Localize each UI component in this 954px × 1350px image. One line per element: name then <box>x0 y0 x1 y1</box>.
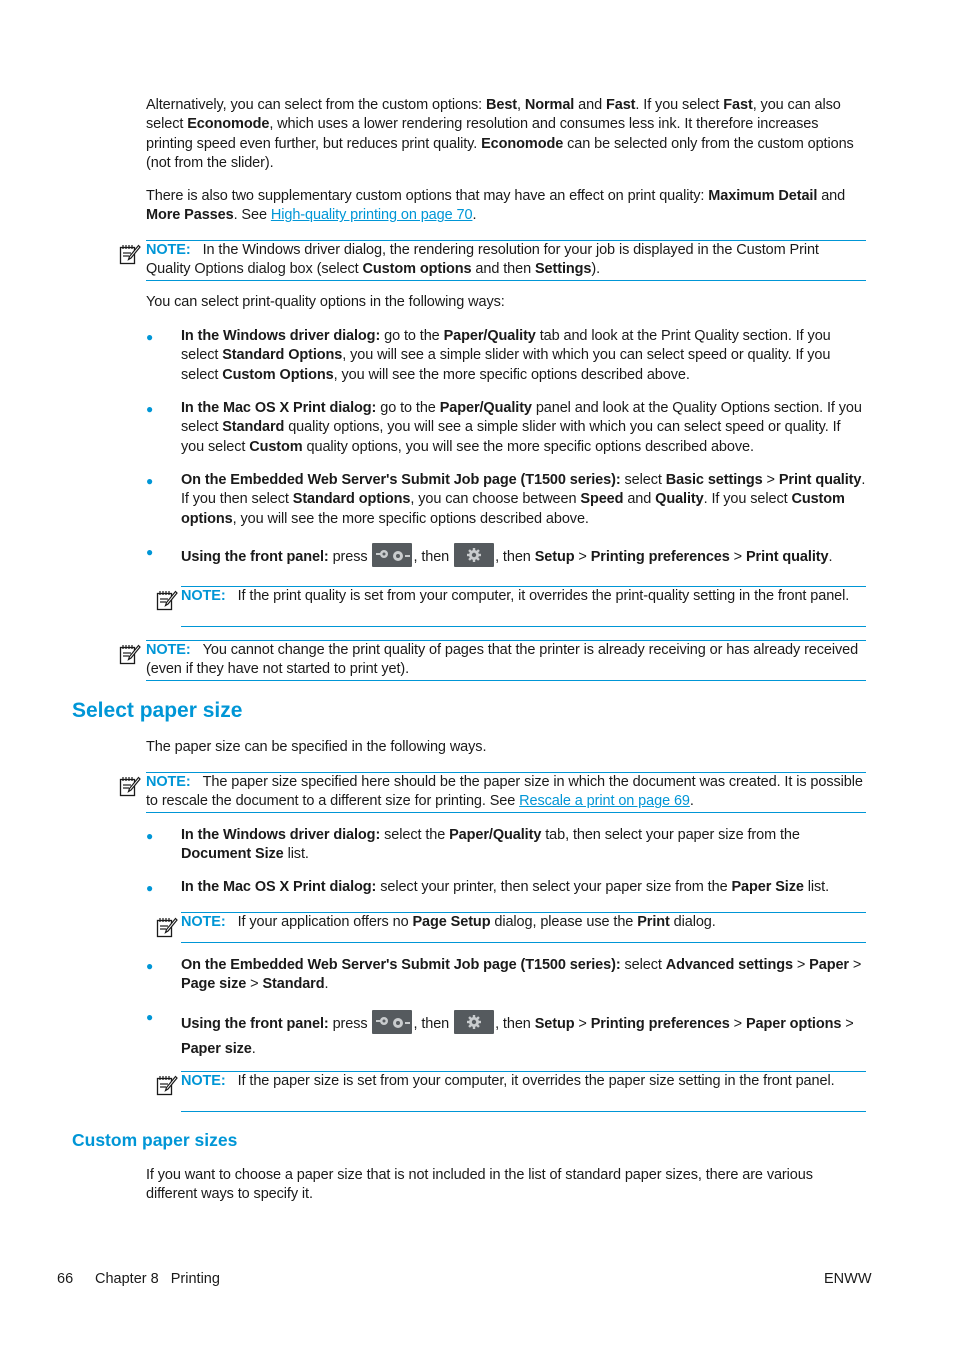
bold-term: Print <box>637 914 670 930</box>
section-heading: Select paper size <box>72 699 243 722</box>
bullet-dot: ● <box>146 402 154 416</box>
bold-term: On the Embedded Web Server's Submit Job page (T1500 series): <box>181 472 621 488</box>
bold-term: Page size <box>181 976 247 993</box>
note-box <box>146 772 866 813</box>
bold-term: Using the front panel: <box>181 548 329 565</box>
chapter-label: Chapter 8 Printing <box>95 1271 220 1287</box>
footer-locale: ENWW <box>824 1271 872 1287</box>
note-box <box>181 912 866 943</box>
note-label: NOTE: <box>181 1073 226 1089</box>
list-item: Using the front panel: press , then , then Setup > Printing preferences > Print quality. <box>181 547 866 567</box>
page-number: 66 <box>57 1271 74 1287</box>
bold-term: Quality <box>655 491 704 508</box>
gear-icon <box>454 1010 494 1034</box>
intro-paragraph-2: There is also two supplementary custom options that may have an effect on print quality: Maximum Detail and More Passes. See High-quality printing on page 70. <box>146 188 846 224</box>
note-text: You cannot change the print quality of pages that the printer is already receiving or has already received (even if they have not started to print yet). <box>146 642 859 678</box>
note-text: If your application offers no Page Setup dialog, please use the Print dialog. <box>237 914 716 930</box>
settings-panel-icon <box>372 1010 412 1034</box>
note-label: NOTE: <box>181 914 226 930</box>
note-box <box>181 586 866 627</box>
bold-term: Paper/Quality <box>449 827 542 843</box>
note-box <box>181 1071 866 1112</box>
list-item: On the Embedded Web Server's Submit Job page (T1500 series): select Basic settings > Print quality. If you then select Standard options, you can choose between Speed and Quality. If you select Custom options, you will see the more specific options described above. <box>181 472 866 527</box>
gear-icon <box>454 543 494 567</box>
bold-term: Economode <box>187 116 270 133</box>
bullet-dot: ● <box>146 959 154 973</box>
bold-term: Document Size <box>181 846 284 863</box>
note-label: NOTE: <box>146 642 191 658</box>
note-text: In the Windows driver dialog, the rendering resolution for your job is displayed in the Custom Print Quality Options dialog box (select Custom options and then Settings). <box>146 242 819 278</box>
list-item: Using the front panel: press , then , then Setup > Printing preferences > Paper options > Paper size. <box>181 1012 866 1062</box>
bold-term: Printing preferences <box>590 1016 730 1032</box>
note-text: The paper size specified here should be the paper size in which the document was created. It is possible to rescale the document to a different size for printing. See Rescale a print on page 69. <box>146 774 863 810</box>
list-item: In the Mac OS X Print dialog: select your printer, then select your paper size from the Paper Size list. <box>181 879 829 895</box>
bold-term: More Passes <box>146 207 234 224</box>
bold-term: Custom <box>249 438 303 455</box>
bold-term: Standard <box>262 976 325 993</box>
note-label: NOTE: <box>146 242 191 258</box>
bold-term: Settings <box>534 261 592 278</box>
bold-term: Economode <box>481 135 564 152</box>
bold-term: Paper/Quality <box>439 400 532 416</box>
bold-term: Fast <box>723 97 753 113</box>
bold-term: Basic settings <box>665 472 763 488</box>
note-box <box>146 240 866 281</box>
bold-term: Paper Size <box>731 879 804 895</box>
bold-term: On the Embedded Web Server's Submit Job page (T1500 series): <box>181 957 621 973</box>
bold-term: Standard Options <box>222 347 343 364</box>
bold-term: Speed <box>580 491 624 508</box>
bold-term: Advanced settings <box>665 957 793 973</box>
bullet-dot: ● <box>146 1010 154 1024</box>
note-text: If the paper size is set from your computer, it overrides the paper size setting in the front panel. <box>237 1073 835 1089</box>
list-item: In the Mac OS X Print dialog: go to the Paper/Quality panel and look at the Quality Options section. If you select Standard quality options, you will see a simple slider with which you can select speed or quality. If you select Custom quality options, you will see the more specific options described above. <box>181 400 862 455</box>
ways-intro: You can select print-quality options in the following ways: <box>146 294 505 310</box>
note-box <box>146 640 866 681</box>
bullet-dot: ● <box>146 545 154 559</box>
note-icon <box>119 243 141 265</box>
bold-term: Custom options <box>181 491 845 527</box>
cross-reference-link[interactable]: High-quality printing on page 70 <box>270 207 473 224</box>
list-item: In the Windows driver dialog: go to the Paper/Quality tab and look at the Print Quality section. If you select Standard Options, you will see a simple slider with which you can select speed or quality. If you select Custom Options, you will see the more specific options described above. <box>181 328 831 383</box>
bold-term: Print quality <box>745 548 829 565</box>
bold-term: In the Windows driver dialog: <box>181 827 381 843</box>
bold-term: Page Setup <box>412 914 491 930</box>
subsection-paragraph: If you want to choose a paper size that is not included in the list of standard paper sizes, there are various different ways to specify it. <box>146 1167 813 1203</box>
cross-reference-link[interactable]: Rescale a print on page 69 <box>519 793 690 810</box>
bold-term: Paper size <box>181 1041 252 1057</box>
bold-term: Paper/Quality <box>443 328 536 344</box>
note-text: If the print quality is set from your computer, it overrides the print-quality setting in the front panel. <box>237 588 850 604</box>
section-intro: The paper size can be specified in the following ways. <box>146 739 487 755</box>
subsection-heading: Custom paper sizes <box>72 1130 238 1150</box>
note-icon <box>156 1074 178 1096</box>
bold-term: Standard options <box>292 491 411 508</box>
list-item: In the Windows driver dialog: select the Paper/Quality tab, then select your paper size from the Document Size list. <box>181 827 800 863</box>
note-icon <box>119 643 141 665</box>
list-item: On the Embedded Web Server's Submit Job page (T1500 series): select Advanced settings > Paper > Page size > Standard. <box>181 957 862 993</box>
bold-term: Printing preferences <box>590 548 730 565</box>
bold-term: Custom options <box>362 261 472 278</box>
note-icon <box>156 589 178 611</box>
note-icon <box>119 775 141 797</box>
note-icon <box>156 916 178 938</box>
bullet-dot: ● <box>146 330 154 344</box>
bold-term: Using the front panel: <box>181 1016 329 1032</box>
bullet-dot: ● <box>146 881 154 895</box>
note-label: NOTE: <box>181 588 226 604</box>
bold-term: Setup <box>534 548 575 565</box>
bold-term: In the Windows driver dialog: <box>181 328 381 344</box>
bold-term: Print quality <box>778 472 862 488</box>
bullet-dot: ● <box>146 829 154 843</box>
bold-term: Custom Options <box>222 366 334 383</box>
intro-paragraph-1: Alternatively, you can select from the custom options: Best, Normal and Fast. If you select Fast, you can also select Economode, which uses a lower rendering resolution and consumes less ink. It therefore increases printing speed even further, but reduces print quality. Economode can be selected only from the custom options (not from the slider). <box>146 97 854 171</box>
bold-term: Maximum Detail <box>708 188 818 204</box>
bold-term: Paper options <box>745 1016 842 1032</box>
bold-term: In the Mac OS X Print dialog: <box>181 879 377 895</box>
note-label: NOTE: <box>146 774 191 790</box>
settings-panel-icon <box>372 543 412 567</box>
bullet-dot: ● <box>146 474 154 488</box>
bold-term: Fast <box>605 97 636 113</box>
bold-term: Best <box>485 97 518 113</box>
bold-term: In the Mac OS X Print dialog: <box>181 400 377 416</box>
bold-term: Standard <box>222 419 285 436</box>
bold-term: Normal <box>524 97 575 113</box>
bold-term: Paper <box>809 957 849 973</box>
bold-term: Setup <box>534 1016 575 1032</box>
